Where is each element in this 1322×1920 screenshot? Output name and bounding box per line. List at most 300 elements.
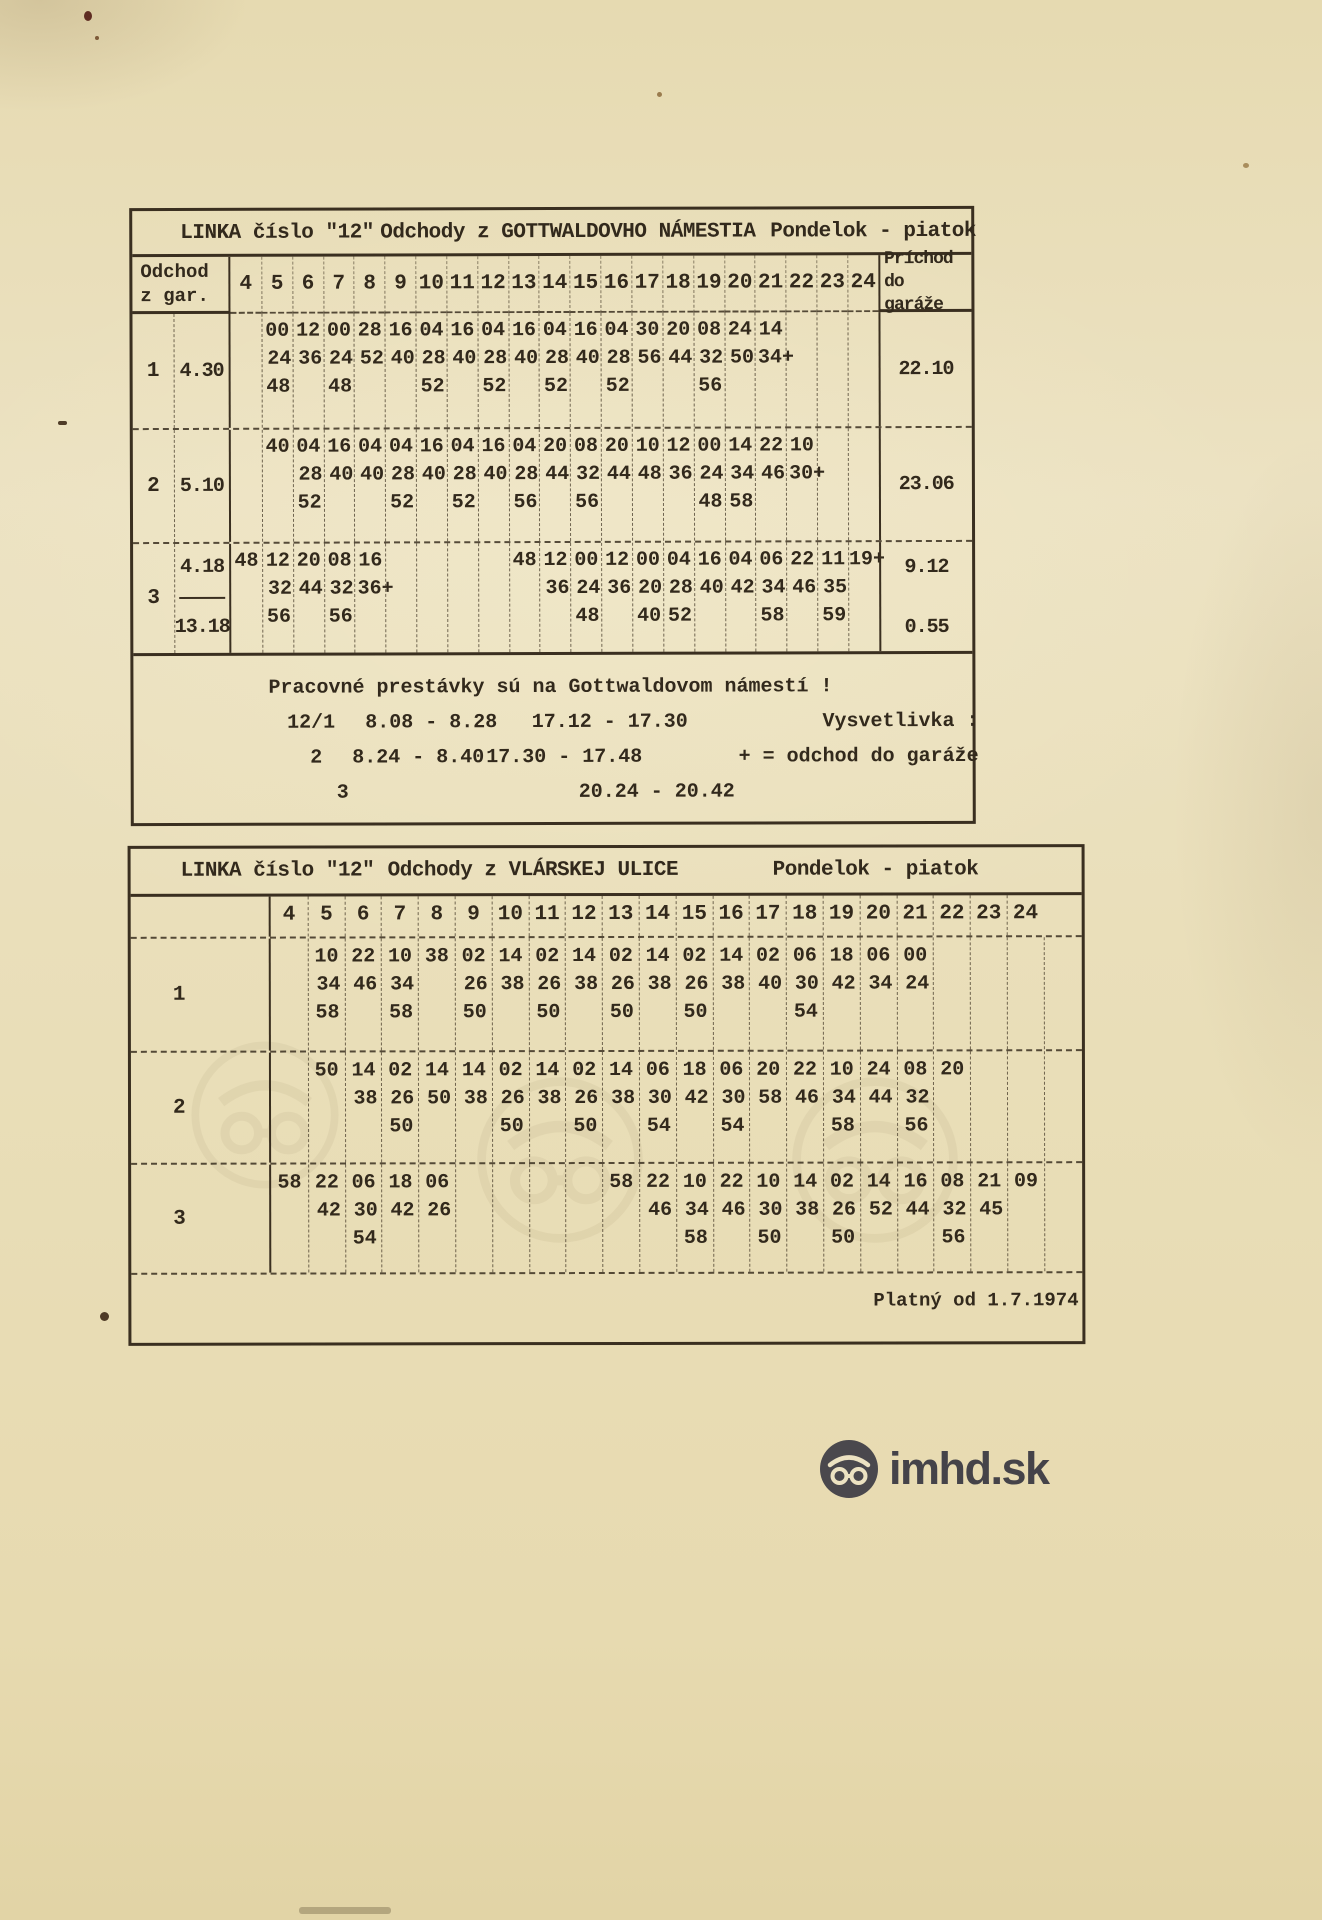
- hour-header: 22: [933, 895, 970, 935]
- minute-value: 00: [326, 319, 351, 343]
- hour-header: 18: [786, 896, 823, 936]
- minute-value: 36: [607, 576, 632, 600]
- minute-value: 36: [298, 347, 323, 371]
- hour-header: 7: [323, 257, 354, 314]
- minute-value: 38: [353, 1087, 378, 1111]
- minute-value: 50: [314, 1059, 339, 1083]
- minute-value: 30: [721, 1086, 746, 1110]
- break-line: [269, 710, 979, 735]
- minutes-cell: [933, 1051, 970, 1161]
- minutes-cell: [675, 938, 712, 1050]
- hour-header: 10: [415, 256, 446, 313]
- minutes-cell: [896, 937, 933, 1049]
- minute-value: 21: [977, 1170, 1002, 1194]
- minute-value: 50: [499, 1115, 524, 1139]
- minutes-cell: [570, 429, 601, 541]
- minute-value: 06: [719, 1058, 744, 1082]
- minutes-cell: [565, 938, 602, 1050]
- minute-value: 02: [461, 945, 486, 969]
- break-time-2: 20.24 - 20.42: [578, 780, 735, 804]
- minute-value: 16: [327, 435, 352, 459]
- minute-value: 58: [758, 1086, 783, 1110]
- minute-value: 12: [605, 548, 630, 572]
- timetable-vlarska-ulica: [128, 844, 1086, 1346]
- hour-header: 7: [381, 896, 418, 936]
- minute-value: 24: [328, 347, 354, 371]
- minute-value: 46: [792, 576, 817, 600]
- minute-value: 44: [606, 462, 631, 486]
- hour-header: 4: [282, 903, 296, 927]
- minute-value: 16: [388, 319, 413, 343]
- minute-value: 52: [390, 491, 415, 515]
- minute-value: 24: [699, 462, 724, 486]
- minutes-cell: [749, 1052, 786, 1162]
- minute-value: 26: [684, 972, 709, 996]
- minute-value: 16: [903, 1170, 928, 1194]
- hour-header: 24: [847, 255, 878, 312]
- minute-value: 10: [829, 1058, 854, 1082]
- minute-value: 32: [329, 577, 354, 601]
- hour-header: 15: [570, 256, 601, 313]
- minute-value: 22: [719, 1170, 744, 1194]
- minute-value: 40: [390, 347, 415, 371]
- minute-value: 02: [755, 944, 781, 968]
- minutes-cell: [261, 314, 292, 428]
- minutes-cell: [540, 543, 571, 652]
- minute-value: 30: [353, 1199, 378, 1223]
- minute-value: 28: [668, 576, 693, 600]
- minutes-cell: [492, 1052, 529, 1162]
- minutes-cell: [639, 1164, 676, 1272]
- minute-value: 10: [635, 434, 660, 458]
- minutes-cell: [823, 1164, 860, 1272]
- minutes-cell: [271, 939, 308, 1051]
- timetable-1-title-row: [132, 209, 977, 257]
- hours-header-row: [131, 895, 1082, 939]
- vehicle-number: 1: [132, 314, 174, 428]
- minute-value: 34: [761, 576, 786, 600]
- minutes-cell: [381, 1052, 418, 1162]
- minutes-cell: [447, 429, 478, 541]
- minute-value: 20: [296, 549, 321, 573]
- minute-value: 44: [545, 462, 570, 487]
- minutes-cell: [508, 429, 539, 541]
- minute-value: 14: [498, 945, 523, 969]
- minutes-cell: [786, 1164, 823, 1272]
- minute-value: 14: [572, 945, 597, 969]
- hour-header: 17: [631, 256, 662, 313]
- minute-value: 12: [296, 319, 321, 343]
- minute-value: 30: [794, 972, 819, 996]
- minute-value: 22: [314, 1171, 339, 1195]
- minutes-cell: [529, 1052, 566, 1162]
- minutes-cell: [970, 937, 1007, 1049]
- minute-value: 42: [831, 972, 856, 996]
- minutes-cell: [292, 430, 323, 542]
- minute-value: 02: [608, 944, 633, 968]
- minute-value: 32: [576, 462, 601, 486]
- minutes-cell: [416, 543, 447, 652]
- minute-value: 56: [513, 491, 538, 515]
- minute-value: 14: [728, 434, 753, 458]
- minute-value: 54: [646, 1114, 671, 1138]
- minute-value: 28: [298, 463, 323, 487]
- paper-speck: [58, 421, 67, 425]
- minutes-cell: [570, 543, 601, 652]
- departure-divider: [179, 596, 225, 598]
- minute-value: 34: [730, 462, 755, 486]
- minutes-cell: [1007, 1163, 1044, 1271]
- minute-value: 46: [648, 1198, 673, 1222]
- minute-value: 40: [483, 463, 508, 487]
- minutes-cell: [455, 938, 492, 1050]
- break-time-1: [349, 781, 579, 805]
- minute-value: 22: [792, 1058, 818, 1082]
- minute-value: 14: [645, 944, 670, 968]
- minutes-cell: [292, 314, 323, 428]
- minute-value: 28: [544, 346, 569, 371]
- minutes-cell: [602, 1164, 639, 1272]
- minutes-cell: [663, 543, 694, 652]
- minute-value: 26: [390, 1087, 415, 1111]
- minute-value: 06: [351, 1171, 376, 1195]
- minute-value: 04: [358, 435, 383, 459]
- minute-value: 28: [514, 463, 539, 487]
- minutes-cell: [817, 428, 848, 540]
- vehicle-number: 2: [133, 430, 175, 542]
- minute-value: 38: [721, 972, 746, 996]
- minutes-cell: [631, 313, 662, 427]
- minute-value: 02: [498, 1059, 523, 1083]
- line-number-label: LINKA číslo "12": [180, 221, 374, 245]
- minutes-cell: [231, 544, 262, 653]
- minutes-cell: [602, 938, 639, 1050]
- minutes-cell: [478, 543, 509, 652]
- minute-value: 40: [421, 463, 446, 487]
- minutes-cell: [323, 430, 354, 542]
- hour-header: 9: [385, 256, 416, 313]
- minute-value: 26: [427, 1199, 452, 1223]
- minutes-cell: [786, 428, 826, 540]
- minutes-cell: [529, 1164, 566, 1272]
- minutes-cell: [354, 543, 394, 652]
- minute-value: 40: [699, 576, 724, 600]
- garage-departure-time: 4.30: [174, 314, 230, 428]
- hour-header: 16: [600, 256, 631, 313]
- minutes-cell: [418, 1052, 455, 1162]
- minutes-cell: [823, 1052, 860, 1162]
- timetable-1-notes: [133, 657, 978, 822]
- minute-value: 06: [759, 548, 784, 572]
- paper-speck: [299, 1907, 391, 1914]
- minutes-cell: [455, 1052, 492, 1162]
- minutes-cell: [1007, 1051, 1044, 1161]
- minute-value: 10: [682, 1170, 707, 1194]
- row-filler: [1044, 1163, 1082, 1271]
- minute-value: 30: [635, 318, 660, 342]
- hour-header: 23: [970, 895, 1007, 935]
- line-number-label: LINKA číslo "12": [180, 859, 375, 883]
- garage-departure-time: 5.10: [175, 430, 231, 542]
- minutes-cell: [324, 544, 355, 653]
- hour-header: 23: [816, 255, 847, 312]
- minutes-cell: [602, 1052, 639, 1162]
- minute-value: 20: [756, 1058, 781, 1082]
- breaks-heading: Pracovné prestávky sú na Gottwaldovom námestí !: [268, 675, 833, 700]
- minute-value: 56: [266, 605, 292, 629]
- minutes-cell: [528, 938, 565, 1050]
- row-filler: [1044, 1051, 1082, 1161]
- minute-value: 46: [721, 1198, 746, 1222]
- minute-value: 42: [730, 576, 755, 600]
- minute-value: 50: [831, 1226, 856, 1250]
- minute-value: 58: [760, 604, 785, 628]
- minute-value: 36: [545, 576, 570, 601]
- minutes-cell: [262, 544, 293, 653]
- minute-value: 34: [684, 1198, 709, 1222]
- minute-value: 24: [576, 576, 601, 600]
- minutes-cell: [848, 542, 886, 651]
- minutes-cell: [416, 313, 447, 427]
- minute-value: 59: [822, 604, 847, 628]
- minutes-cell: [345, 1164, 382, 1272]
- minute-value: 14: [535, 1059, 560, 1083]
- minute-value: 48: [698, 490, 723, 514]
- minute-value: 04: [512, 435, 537, 459]
- minute-value: 48: [512, 549, 537, 573]
- minute-value: 34+: [757, 346, 794, 370]
- minutes-cell: [539, 429, 570, 541]
- vehicle-number: 2: [131, 1053, 271, 1163]
- minute-value: 58: [389, 1001, 414, 1025]
- minutes-cell: [749, 1164, 786, 1272]
- minute-value: 24: [905, 972, 930, 996]
- minute-value: 46: [353, 973, 378, 997]
- minute-value: 58: [830, 1114, 855, 1138]
- minute-value: 14: [758, 318, 783, 342]
- paper-speck: [1243, 163, 1249, 168]
- minute-value: 44: [868, 1086, 893, 1110]
- break-time-1: 8.24 - 8.40: [352, 746, 485, 770]
- header-filler: [1043, 895, 1081, 935]
- minute-value: 12: [543, 548, 568, 573]
- minute-value: 14: [608, 1058, 634, 1082]
- minute-value: 28: [357, 319, 382, 343]
- operating-days-label: Pondelok - piatok: [772, 858, 979, 882]
- hour-header: 10: [491, 896, 528, 936]
- timetable-row: [132, 312, 971, 428]
- minute-value: 50: [536, 1001, 561, 1025]
- minute-value: 44: [668, 346, 693, 370]
- minutes-cell: [749, 938, 786, 1050]
- minute-value: 40: [452, 347, 477, 371]
- minutes-cell: [897, 1163, 934, 1271]
- minute-value: 40: [329, 463, 354, 487]
- hour-header: 19: [693, 256, 724, 313]
- timetable-2-grid: [131, 895, 1083, 1275]
- garage-arrival-time: 22.10: [878, 312, 972, 426]
- minute-value: 20: [940, 1058, 965, 1082]
- minute-value: 18: [388, 1171, 413, 1195]
- timetable-row: [131, 1049, 1082, 1163]
- minute-value: 06: [792, 944, 817, 968]
- minute-value: 52: [297, 491, 322, 515]
- minute-value: 32: [942, 1198, 967, 1222]
- hour-header: 14: [539, 256, 570, 313]
- minutes-cell: [755, 542, 786, 651]
- hour-header: 20: [724, 255, 755, 312]
- imhd-logo-icon: [818, 1438, 880, 1500]
- minute-value: 10: [388, 945, 413, 969]
- minutes-cell: [418, 938, 455, 1050]
- minutes-cell: [271, 1165, 308, 1273]
- minute-value: 34: [868, 972, 893, 996]
- minutes-cell: [416, 429, 447, 541]
- minutes-cell: [632, 543, 663, 652]
- break-line: [269, 780, 979, 805]
- hour-header: 16: [712, 896, 749, 936]
- minute-value: 30+: [789, 462, 826, 486]
- minutes-cell: [847, 312, 878, 426]
- minute-value: 08: [573, 434, 599, 458]
- minute-value: 38: [795, 1198, 820, 1222]
- minute-value: 22: [759, 434, 784, 458]
- minute-value: 38: [500, 973, 525, 997]
- minute-value: 56: [941, 1226, 966, 1250]
- minute-value: 54: [352, 1227, 377, 1251]
- minutes-cell: [293, 544, 324, 653]
- minute-value: 24: [727, 318, 752, 342]
- minutes-cell: [478, 429, 509, 541]
- minute-value: 02: [682, 944, 707, 968]
- minute-value: 52: [482, 375, 507, 399]
- minute-value: 52: [605, 374, 630, 398]
- minutes-cell: [639, 1052, 676, 1162]
- minute-value: 38: [574, 973, 599, 997]
- minute-value: 06: [866, 944, 891, 968]
- minute-value: 28: [421, 347, 446, 371]
- minute-value: 56: [328, 605, 353, 629]
- minute-value: 26: [574, 1087, 599, 1111]
- minute-value: 11: [821, 548, 846, 572]
- minute-value: 56: [698, 374, 723, 398]
- minute-value: 42: [684, 1086, 709, 1110]
- minute-value: 58: [683, 1226, 708, 1250]
- row-filler: [1043, 937, 1081, 1049]
- minute-value: 18: [829, 944, 854, 968]
- minute-value: 10: [314, 945, 339, 969]
- minute-value: 24: [866, 1058, 891, 1082]
- minute-value: 50: [427, 1087, 452, 1111]
- minute-value: 38: [647, 972, 672, 996]
- minutes-cell: [712, 938, 749, 1050]
- minutes-cell: [712, 1052, 749, 1162]
- minute-value: 30: [758, 1198, 783, 1222]
- minute-value: 40: [265, 435, 290, 459]
- minute-value: 40: [514, 347, 539, 371]
- hour-header: 21: [896, 895, 933, 935]
- minute-value: 32: [905, 1086, 930, 1110]
- hour-header: 11: [446, 256, 477, 313]
- minute-value: 40: [637, 604, 662, 628]
- break-time-2: 17.30 - 17.48: [486, 745, 643, 770]
- minute-value: 35: [823, 576, 848, 600]
- minute-value: 14: [793, 1170, 818, 1194]
- minute-value: 22: [790, 548, 815, 572]
- paper-speck: [100, 1312, 109, 1321]
- minutes-cell: [896, 1051, 933, 1161]
- paper-speck: [84, 11, 92, 21]
- timetable-1-grid: [132, 248, 972, 656]
- minute-value: 58: [609, 1170, 634, 1194]
- minute-value: 42: [316, 1199, 341, 1223]
- minute-value: 08: [903, 1058, 928, 1082]
- minutes-cell: [816, 312, 847, 426]
- minutes-cell: [970, 1163, 1007, 1271]
- minute-value: 42: [390, 1199, 415, 1223]
- minutes-cell: [693, 429, 724, 541]
- minute-value: 52: [667, 604, 693, 628]
- hour-header: 8: [418, 896, 455, 936]
- minute-value: 26: [610, 972, 635, 996]
- hour-header: 18: [662, 256, 693, 313]
- minutes-cell: [601, 543, 632, 652]
- minute-value: 16: [697, 548, 722, 572]
- minutes-cell: [385, 429, 416, 541]
- minute-value: 48: [637, 462, 662, 486]
- break-vehicle-label: 3: [336, 781, 349, 805]
- timetable-row: [131, 937, 1082, 1051]
- minute-value: 56: [575, 490, 600, 514]
- timetable-row: [133, 540, 972, 656]
- minutes-cell: [755, 428, 786, 540]
- minutes-cell: [492, 938, 529, 1050]
- minutes-cell: [859, 937, 896, 1049]
- minutes-cell: [509, 543, 540, 652]
- timetable-2-title-row: [131, 847, 1082, 897]
- minutes-cell: [446, 313, 477, 427]
- minute-value: 52: [543, 374, 569, 399]
- minutes-cell: [231, 430, 262, 542]
- hours-header-row: [132, 248, 971, 315]
- minute-value: 09: [1013, 1170, 1039, 1194]
- minute-value: 02: [572, 1059, 597, 1083]
- minute-value: 14: [461, 1059, 486, 1083]
- minutes-cell: [308, 938, 345, 1050]
- minute-value: 28: [452, 463, 477, 487]
- minute-value: 14: [351, 1059, 376, 1083]
- hour-header: 4: [230, 257, 261, 314]
- minute-value: 46: [761, 462, 786, 486]
- minute-value: 40: [758, 972, 783, 996]
- hour-header: 15: [675, 896, 712, 936]
- hour-header: 6: [344, 896, 381, 936]
- row-label-header: [131, 897, 271, 937]
- hour-header: 11: [528, 896, 565, 936]
- minutes-cell: [693, 313, 724, 427]
- minute-value: 34: [831, 1086, 856, 1110]
- minute-value: 48: [234, 549, 259, 573]
- minute-value: 20: [604, 434, 629, 458]
- minutes-cell: [508, 313, 539, 427]
- minute-value: 52: [420, 375, 445, 399]
- hour-header: 5: [307, 896, 344, 936]
- minute-value: 50: [462, 1001, 487, 1025]
- minutes-cell: [860, 1051, 897, 1161]
- garage-arrival-time: 9.12 0.55: [879, 542, 973, 651]
- minute-value: 10: [789, 434, 814, 458]
- minutes-cell: [447, 543, 478, 652]
